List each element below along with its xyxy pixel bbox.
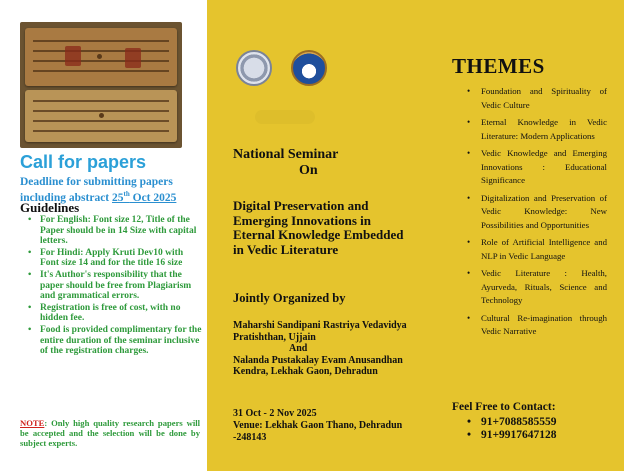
theme-item: • Foundation and Spirituality of Vedic Culture (465, 85, 607, 112)
seminar-on: On (299, 163, 318, 178)
guideline-item: • For English: Font size 12, Title of the Paper should be in 14 Size with capital letters. (22, 215, 202, 247)
organizers (233, 320, 413, 378)
partner-logo (291, 50, 327, 86)
seminar-topic: Digital Preservation and Emerging Innovations in Eternal Knowledge Embedded in Vedic Literature (233, 198, 404, 257)
manuscript-image (20, 22, 182, 148)
binding-hole (99, 113, 104, 118)
script-line (33, 50, 169, 52)
guidelines-heading: Guidelines (20, 200, 80, 215)
theme-item: • Digitalization and Preservation of Vedic Knowledge: New Possibilities and Opportunities (465, 192, 607, 233)
event-dates-venue (233, 408, 413, 444)
script-line (33, 120, 169, 122)
seminar-line: National Seminar (233, 147, 339, 162)
guideline-item: • It's Author's responsibility that the paper should be free from Plagiarism and grammatical errors. (22, 270, 202, 302)
deadline-prefix: Deadline for submitting papers including abstract (20, 176, 173, 204)
blurred-caption (255, 110, 315, 124)
seminar-title (233, 147, 413, 179)
script-line (33, 70, 169, 72)
script-line (33, 130, 169, 132)
themes-list (465, 85, 607, 343)
contact-phone: • 91+9917647128 (465, 429, 557, 442)
script-line (33, 110, 169, 112)
event-venue: Venue: Lekhak Gaon Thano, Dehradun -248143 (233, 420, 403, 443)
script-line (33, 60, 169, 62)
contact-phone: • 91+7088585559 (465, 416, 557, 429)
theme-item: • Cultural Re-imagination through Vedic Narrative (465, 312, 607, 339)
event-dates: 31 Oct - 2 Nov 2025 (233, 408, 317, 419)
binding-hole (97, 54, 102, 59)
theme-item: • Vedic Literature : Health, Ayurveda, Rituals, Science and Technology (465, 267, 607, 308)
note-text (20, 418, 200, 448)
theme-item: • Eternal Knowledge in Vedic Literature: Modern Applications (465, 116, 607, 143)
jointly-organized-heading: Jointly Organized by (233, 291, 346, 305)
illumination-mark (125, 48, 141, 68)
manuscript-leaf-bottom (25, 90, 177, 142)
deadline-month-year: Oct 2025 (129, 191, 177, 204)
call-for-papers-title: Call for papers (20, 152, 147, 172)
deadline-sup: th (123, 190, 130, 198)
guideline-item: • Food is provided complimentary for the entire duration of the seminar inclusive of the registration charges. (22, 325, 202, 357)
guidelines-list (22, 215, 202, 358)
organizer-2: Nalanda Pustakalay Evam Anusandhan Kendra, Lekhak Gaon, Dehradun (233, 354, 403, 377)
deadline-day: 25 (112, 191, 124, 204)
manuscript-leaf-top (25, 28, 177, 86)
script-line (33, 100, 169, 102)
script-line (33, 40, 169, 42)
guideline-item: • For Hindi: Apply Kruti Dev10 with Font size 14 and for the title 16 size (22, 248, 202, 269)
organizer-1: Maharshi Sandipani Rastriya Vedavidya Pratishthan, Ujjain (233, 320, 407, 343)
theme-item: • Role of Artificial Intelligence and NLP in Vedic Language (465, 236, 607, 263)
guideline-item: • Registration is free of cost, with no hidden fee. (22, 303, 202, 324)
themes-heading: THEMES (452, 54, 545, 78)
theme-item: • Vedic Knowledge and Emerging Innovations : Educational Significance (465, 147, 607, 188)
institute-logo (236, 50, 272, 86)
illumination-mark (65, 46, 81, 66)
note-label: NOTE (20, 418, 45, 428)
contact-list (465, 416, 557, 441)
organizer-and: And (289, 343, 308, 354)
deadline-date (112, 192, 176, 204)
contact-heading: Feel Free to Contact: (452, 401, 556, 413)
note-body: : Only high quality research papers will be accepted and the selection will be done by subject experts. (20, 418, 200, 448)
